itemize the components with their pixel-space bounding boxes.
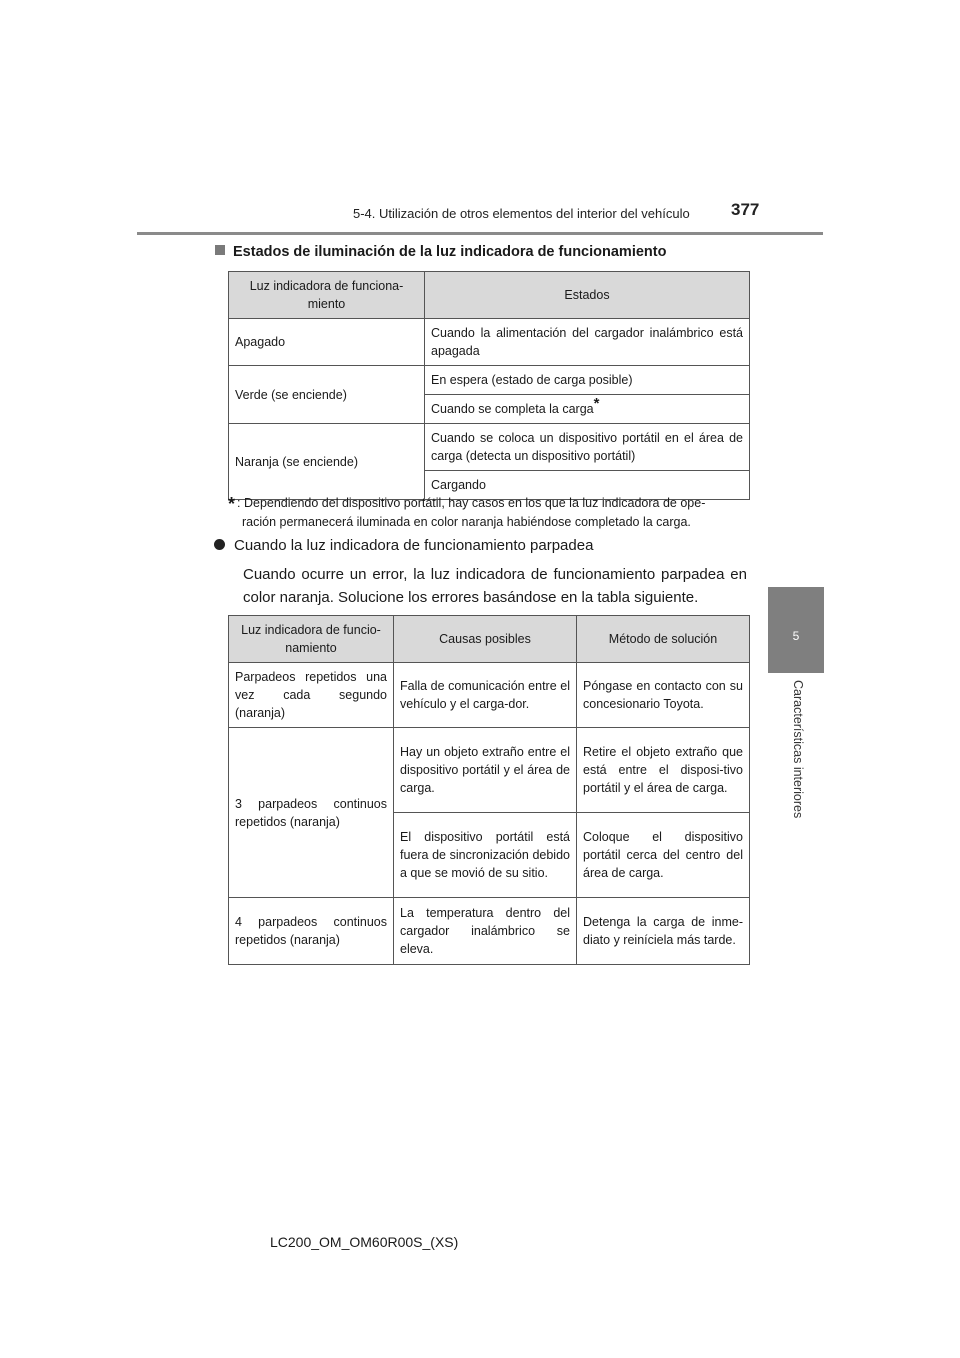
table-header-cell: Luz indicadora de funciona-miento [229,272,425,319]
bullet-dot-icon [214,539,225,550]
table-cell: Hay un objeto extraño entre el dispositivo portátil y el área de carga. [394,728,577,813]
table-row [229,319,750,366]
table-header-row [229,272,750,319]
footnote-asterisk: * [228,494,236,514]
table-header-cell: Luz indicadora de funcio-namiento [229,616,394,663]
table-header-cell: Estados [425,272,750,319]
section-heading-text: Estados de iluminación de la luz indicadora de funcionamiento [233,244,667,260]
square-bullet-icon [215,245,225,255]
side-tab-label: Características interiores [791,680,805,819]
table-row [229,898,750,965]
table-cell: Coloque el dispositivo portátil cerca del centro del área de carga. [577,813,750,898]
side-tab-number: 5 [792,629,800,643]
table-cell: Retire el objeto extraño que está entre el disposi-tivo portátil y el área de carga. [577,728,750,813]
table-header-cell: Causas posibles [394,616,577,663]
footer-document-code: LC200_OM_OM60R00S_(XS) [270,1234,459,1250]
table-cell: Detenga la carga de inme-diato y reiníciela más tarde. [577,898,750,965]
header-section-title: 5-4. Utilización de otros elementos del interior del vehículo [353,206,690,221]
table-cell: Cargando [425,471,750,500]
table-cell: El dispositivo portátil está fuera de sincronización debido a que se movió de su sitio. [394,813,577,898]
indicator-states-table [228,271,750,500]
table-cell: Cuando la alimentación del cargador inalámbrico está apagada [425,319,750,366]
bullet-heading [214,537,593,554]
bullet-body-text: Cuando ocurre un error, la luz indicadora de funcionamiento parpadea en color naranja. Solucione los errores basándose en la tabla siguiente. [243,566,747,606]
footnote-text-line1: : Dependiendo del dispositivo portátil, hay casos en los que la luz indicadora de ope- [237,496,706,510]
table-header-cell: Método de solución [577,616,750,663]
table-cell: Parpadeos repetidos una vez cada segundo (naranja) [229,663,394,728]
page-number: 377 [731,200,760,219]
bullet-heading-text: Cuando la luz indicadora de funcionamiento parpadea [234,537,594,554]
table-row [229,728,750,813]
table-cell: Póngase en contacto con su concesionario Toyota. [577,663,750,728]
table-cell: Verde (se enciende) [229,366,425,424]
header-rule [137,232,823,235]
table-cell: Apagado [229,319,425,366]
troubleshooting-table [228,615,750,965]
table-cell: Cuando se coloca un dispositivo portátil en el área de carga (detecta un dispositivo portátil) [425,424,750,471]
footnote-text-line2: ración permanecerá iluminada en color naranja habiéndose completado la carga. [242,515,691,529]
table-row [229,663,750,728]
asterisk-mark: * [593,394,600,412]
section-heading [215,244,666,260]
table-cell: Naranja (se enciende) [229,424,425,500]
table-cell: 4 parpadeos continuos repetidos (naranja) [229,898,394,965]
footnote [228,494,752,531]
table-cell: Falla de comunicación entre el vehículo y el carga-dor. [394,663,577,728]
table-cell: 3 parpadeos continuos repetidos (naranja) [229,728,394,898]
table-cell [425,395,750,424]
table-cell: La temperatura dentro del cargador inalámbrico se eleva. [394,898,577,965]
table-header-row [229,616,750,663]
table-row [229,424,750,471]
table-cell: En espera (estado de carga posible) [425,366,750,395]
table-cell-text: Cuando se completa la carga [431,402,594,416]
table-row [229,366,750,395]
